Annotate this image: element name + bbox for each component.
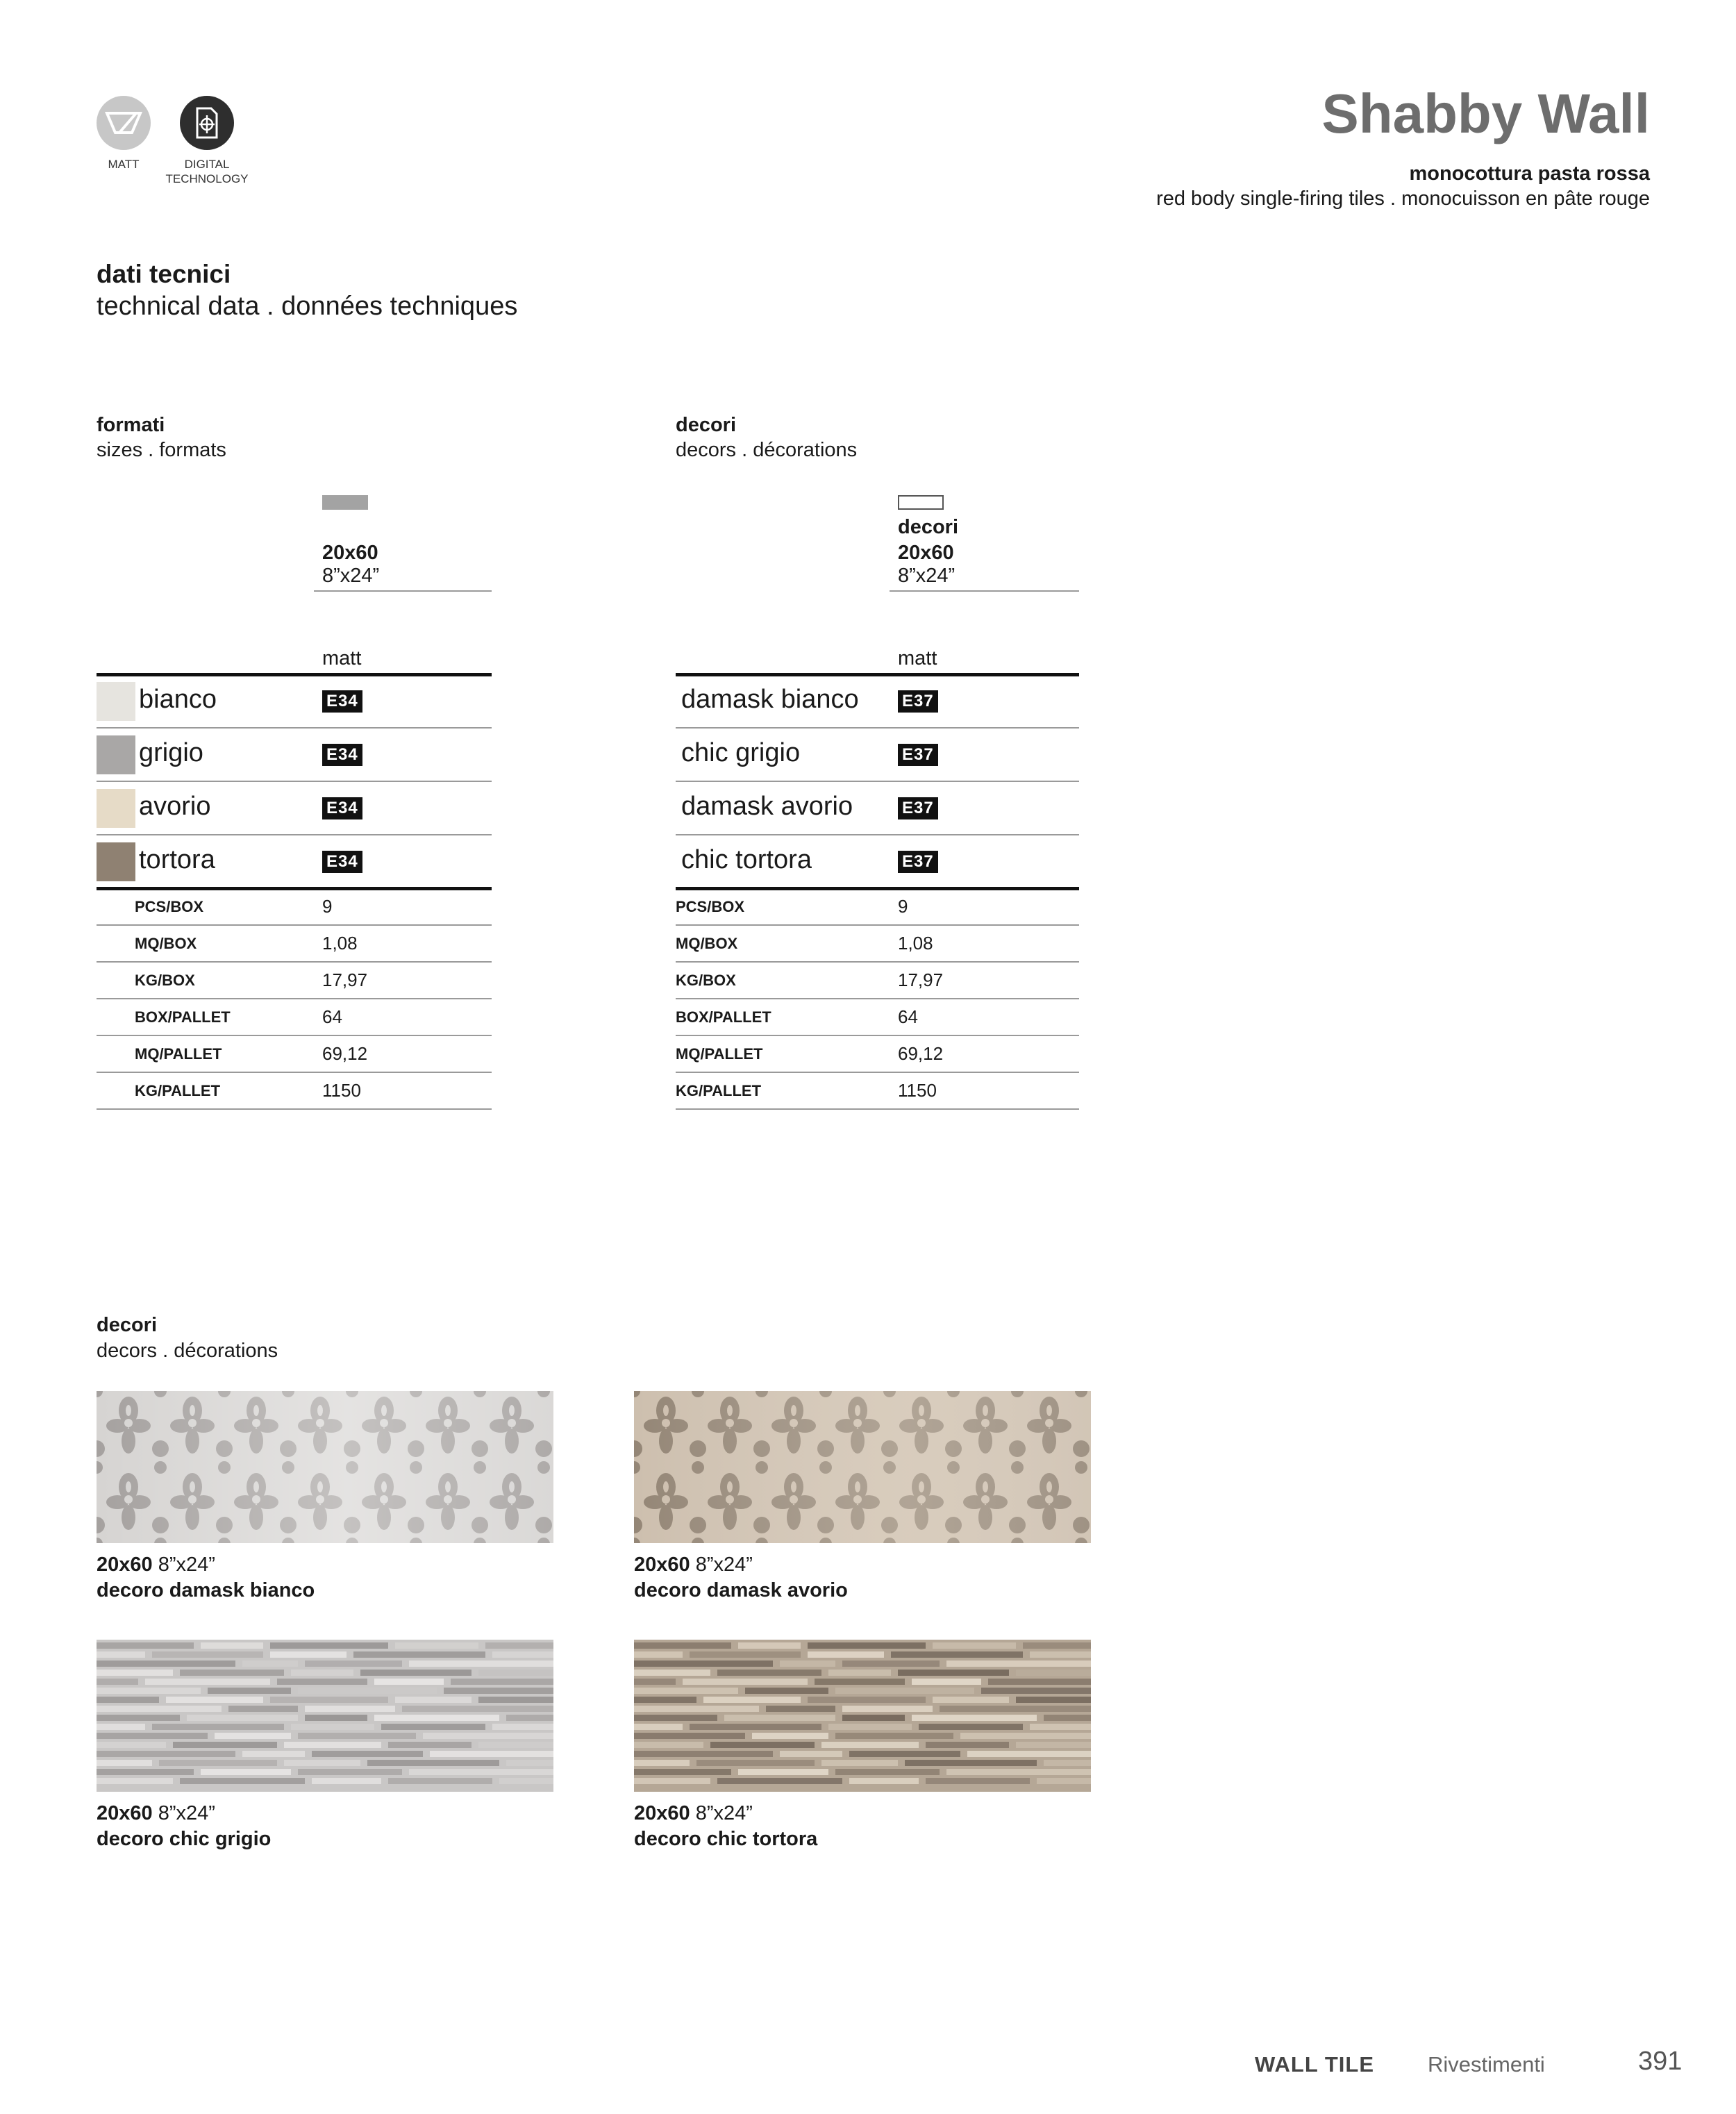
footer-section: WALL TILE xyxy=(1255,2052,1375,2076)
code-badge: E37 xyxy=(898,690,938,713)
code-badge: E37 xyxy=(898,851,938,873)
packing-value: 9 xyxy=(322,896,333,917)
code-badge: E34 xyxy=(322,744,362,766)
gallery-heading: decori xyxy=(97,1314,158,1336)
caption-metric: 20x60 xyxy=(97,1554,153,1576)
divider xyxy=(97,1035,492,1036)
caption-imperial: 8”x24” xyxy=(695,1802,753,1824)
divider xyxy=(97,887,492,890)
decors-size-label: decori xyxy=(898,516,959,538)
packing-value: 64 xyxy=(898,1006,918,1027)
caption-name: decoro damask avorio xyxy=(634,1579,848,1601)
packing-label: MQ/BOX xyxy=(135,935,197,952)
caption-size xyxy=(97,1802,215,1825)
divider xyxy=(97,924,492,926)
divider xyxy=(97,998,492,999)
formats-heading: formati xyxy=(97,414,165,436)
swatch-tortora xyxy=(97,842,135,881)
decor-image-damask-bianco xyxy=(97,1391,553,1543)
formats-subheading: sizes . formats xyxy=(97,439,226,461)
packing-label: BOX/PALLET xyxy=(135,1008,231,1026)
digital-technology-label xyxy=(165,157,249,186)
row-name: chic grigio xyxy=(681,738,801,767)
packing-label: KG/PALLET xyxy=(135,1082,221,1099)
divider xyxy=(97,781,492,782)
decor-size-swatch-icon xyxy=(898,495,944,510)
decors-finish: matt xyxy=(898,647,937,669)
caption-imperial: 8”x24” xyxy=(158,1554,215,1576)
subtitle-translations: red body single-firing tiles . monocuisson en pâte rouge xyxy=(1156,188,1650,210)
divider xyxy=(676,924,1079,926)
packing-value: 1,08 xyxy=(898,933,933,954)
page-title: Shabby Wall xyxy=(1321,83,1650,144)
matt-label: MATT xyxy=(108,158,140,171)
packing-label: PCS/BOX xyxy=(676,898,745,915)
divider xyxy=(97,673,492,676)
divider xyxy=(97,834,492,835)
caption-size xyxy=(634,1802,753,1825)
decors-subheading: decors . décorations xyxy=(676,439,858,461)
row-name: chic tortora xyxy=(681,845,812,874)
digital-technology-icon xyxy=(180,96,234,150)
packing-label: MQ/BOX xyxy=(676,935,738,952)
divider xyxy=(676,834,1079,835)
size-swatch-icon xyxy=(322,495,368,510)
code-badge: E34 xyxy=(322,851,362,873)
caption-imperial: 8”x24” xyxy=(158,1802,215,1824)
divider xyxy=(676,1035,1079,1036)
footer-category: Rivestimenti xyxy=(1428,2052,1545,2076)
caption-metric: 20x60 xyxy=(634,1554,690,1576)
formats-size-metric: 20x60 xyxy=(322,542,378,564)
digital-label-line1: DIGITAL xyxy=(184,158,230,171)
divider xyxy=(97,1072,492,1073)
divider xyxy=(676,1108,1079,1110)
row-name: grigio xyxy=(139,738,203,767)
packing-label: KG/BOX xyxy=(676,972,736,989)
caption-imperial: 8”x24” xyxy=(695,1554,753,1576)
swatch-grigio xyxy=(97,735,135,774)
packing-label: MQ/PALLET xyxy=(135,1045,222,1063)
divider xyxy=(890,590,1079,592)
row-name: bianco xyxy=(139,685,217,714)
row-name: tortora xyxy=(139,845,215,874)
decor-image-damask-avorio xyxy=(634,1391,1091,1543)
packing-value: 64 xyxy=(322,1006,342,1027)
divider xyxy=(97,1108,492,1110)
decor-image-chic-tortora xyxy=(634,1640,1091,1792)
row-name: damask avorio xyxy=(681,792,853,821)
technical-heading: dati tecnici xyxy=(97,260,231,288)
packing-label: KG/BOX xyxy=(135,972,195,989)
packing-label: MQ/PALLET xyxy=(676,1045,763,1063)
divider xyxy=(676,998,1079,999)
caption-metric: 20x60 xyxy=(97,1802,153,1824)
packing-value: 69,12 xyxy=(898,1043,944,1064)
code-badge: E37 xyxy=(898,744,938,766)
decor-image-chic-grigio xyxy=(97,1640,553,1792)
subtitle-italian: monocottura pasta rossa xyxy=(1409,163,1650,185)
caption-metric: 20x60 xyxy=(634,1802,690,1824)
caption-name: decoro damask bianco xyxy=(97,1579,315,1601)
swatch-avorio xyxy=(97,789,135,828)
digital-label-line2: TECHNOLOGY xyxy=(165,172,249,185)
divider xyxy=(676,727,1079,729)
gallery-subheading: decors . décorations xyxy=(97,1340,278,1362)
packing-label: BOX/PALLET xyxy=(676,1008,771,1026)
row-name: damask bianco xyxy=(681,685,859,714)
caption-name: decoro chic tortora xyxy=(634,1828,818,1850)
matt-badge xyxy=(82,96,165,172)
packing-value: 1,08 xyxy=(322,933,358,954)
decors-size-metric: 20x60 xyxy=(898,542,954,564)
digital-technology-badge xyxy=(165,96,249,186)
page-number: 391 xyxy=(1638,2047,1683,2076)
formats-size-header xyxy=(322,540,379,589)
row-name: avorio xyxy=(139,792,211,821)
code-badge: E34 xyxy=(322,690,362,713)
packing-value: 1150 xyxy=(322,1080,361,1101)
packing-value: 1150 xyxy=(898,1080,937,1101)
decors-size-imperial: 8”x24” xyxy=(898,565,955,587)
caption-name: decoro chic grigio xyxy=(97,1828,272,1850)
formats-finish: matt xyxy=(322,647,362,669)
packing-value: 17,97 xyxy=(322,969,368,990)
divider xyxy=(676,1072,1079,1073)
divider xyxy=(97,961,492,963)
divider xyxy=(97,727,492,729)
divider xyxy=(676,781,1079,782)
packing-value: 69,12 xyxy=(322,1043,368,1064)
code-badge: E34 xyxy=(322,797,362,819)
divider xyxy=(314,590,492,592)
caption-size xyxy=(97,1554,215,1576)
packing-value: 17,97 xyxy=(898,969,944,990)
divider xyxy=(676,961,1079,963)
divider xyxy=(676,673,1079,676)
decors-heading: decori xyxy=(676,414,737,436)
formats-size-imperial: 8”x24” xyxy=(322,565,380,587)
packing-value: 9 xyxy=(898,896,908,917)
decors-size-header xyxy=(898,515,958,589)
packing-label: PCS/BOX xyxy=(135,898,204,915)
divider xyxy=(676,887,1079,890)
matt-icon xyxy=(97,96,151,150)
caption-size xyxy=(634,1554,753,1576)
code-badge: E37 xyxy=(898,797,938,819)
packing-label: KG/PALLET xyxy=(676,1082,762,1099)
technical-subheading: technical data . données techniques xyxy=(97,292,518,321)
swatch-bianco xyxy=(97,682,135,721)
